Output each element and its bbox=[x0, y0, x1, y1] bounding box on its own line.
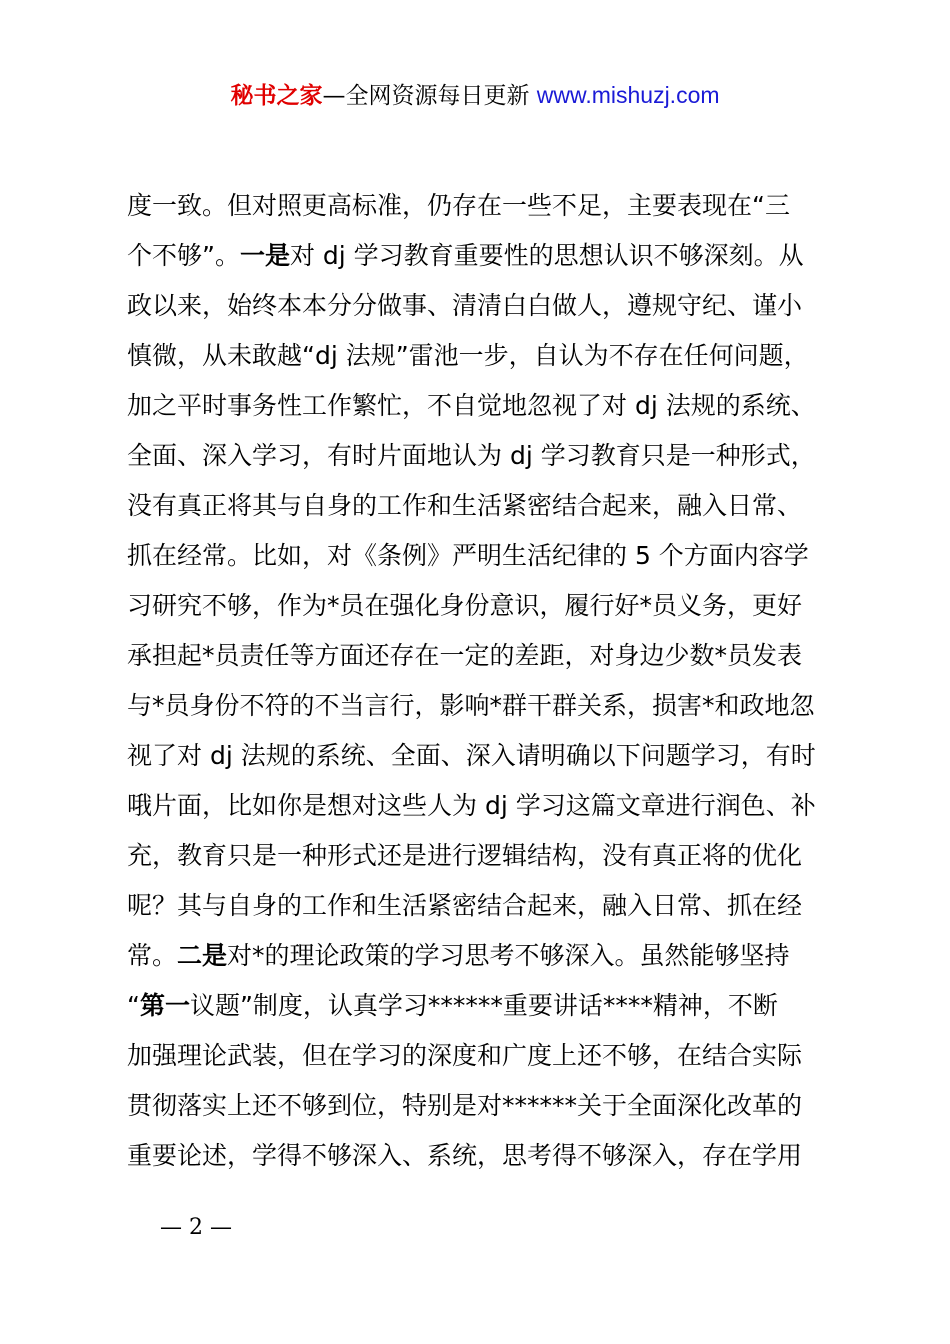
document-body bbox=[127, 181, 857, 1181]
text-line bbox=[127, 831, 857, 881]
text-line bbox=[127, 1031, 857, 1081]
text-run: 对 dj 学习教育重要性的思想认识不够深刻。从 bbox=[289, 241, 804, 270]
text-run: 呢？其与自身的工作和生活紧密结合起来，融入日常、抓在经 bbox=[127, 891, 803, 920]
text-run: 度一致。但对照更高标准，仍存在一些不足，主要表现在“三 bbox=[127, 191, 790, 220]
page-number: — 2 — bbox=[160, 1215, 232, 1240]
text-run: “ bbox=[127, 991, 140, 1020]
text-line bbox=[127, 581, 857, 631]
text-line bbox=[127, 181, 857, 231]
brand-name: 秘书之家 bbox=[230, 83, 323, 109]
text-run: 习研究不够，作为*员在强化身份意识，履行好*员义务，更好 bbox=[127, 591, 803, 620]
site-url-link[interactable]: www.mishuzj.com bbox=[536, 82, 720, 108]
text-run: 个不够”。 bbox=[127, 241, 240, 270]
text-run: 抓在经常。比如，对《条例》严明生活纪律的 5 个方面内容学 bbox=[127, 541, 809, 570]
text-line bbox=[127, 531, 857, 581]
text-line bbox=[127, 781, 857, 831]
bold-marker: 一是 bbox=[239, 241, 290, 270]
text-run: 哦片面，比如你是想对这些人为 dj 学习这篇文章进行润色、补 bbox=[127, 791, 816, 820]
text-run: 重要论述，学得不够深入、系统，思考得不够深入，存在学用 bbox=[127, 1141, 803, 1170]
text-line bbox=[127, 631, 857, 681]
text-run: 慎微，从未敢越“dj 法规”雷池一步，自认为不存在任何问题， bbox=[127, 341, 809, 370]
text-line bbox=[127, 1081, 857, 1131]
text-line bbox=[127, 381, 857, 431]
text-line bbox=[127, 231, 857, 281]
text-line bbox=[127, 331, 857, 381]
text-run: 全面、深入学习，有时片面地认为 dj 学习教育只是一种形式， bbox=[127, 441, 816, 470]
text-line bbox=[127, 281, 857, 331]
text-run: 视了对 dj 法规的系统、全面、深入请明确以下问题学习，有时 bbox=[127, 741, 816, 770]
bold-marker: 二是 bbox=[177, 941, 228, 970]
text-line bbox=[127, 881, 857, 931]
text-line bbox=[127, 981, 857, 1031]
text-line bbox=[127, 931, 857, 981]
text-run: 加之平时事务性工作繁忙，不自觉地忽视了对 dj 法规的系统、 bbox=[127, 391, 816, 420]
site-banner bbox=[0, 78, 950, 113]
text-run: 没有真正将其与自身的工作和生活紧密结合起来，融入日常、 bbox=[127, 491, 803, 520]
text-line bbox=[127, 481, 857, 531]
text-line bbox=[127, 1131, 857, 1181]
bold-marker: 第一 bbox=[139, 991, 190, 1020]
text-line bbox=[127, 431, 857, 481]
text-line bbox=[127, 731, 857, 781]
text-line bbox=[127, 681, 857, 731]
banner-tagline: —全网资源每日更新 bbox=[322, 83, 537, 109]
text-run: 加强理论武装，但在学习的深度和广度上还不够，在结合实际 bbox=[127, 1041, 803, 1070]
text-run: 对*的理论政策的学习思考不够深入。虽然能够坚持 bbox=[227, 941, 790, 970]
text-run: 承担起*员责任等方面还存在一定的差距，对身边少数*员发表 bbox=[127, 641, 803, 670]
text-run: 议题”制度，认真学习******重要讲话****精神，不断 bbox=[189, 991, 778, 1020]
text-run: 常。 bbox=[127, 941, 178, 970]
text-run: 充，教育只是一种形式还是进行逻辑结构，没有真正将的优化 bbox=[127, 841, 803, 870]
text-run: 与*员身份不符的不当言行，影响*群干群关系，损害*和政地忽 bbox=[127, 691, 815, 720]
text-run: 政以来，始终本本分分做事、清清白白做人，遵规守纪、谨小 bbox=[127, 291, 803, 320]
text-run: 贯彻落实上还不够到位，特别是对******关于全面深化改革的 bbox=[127, 1091, 803, 1120]
